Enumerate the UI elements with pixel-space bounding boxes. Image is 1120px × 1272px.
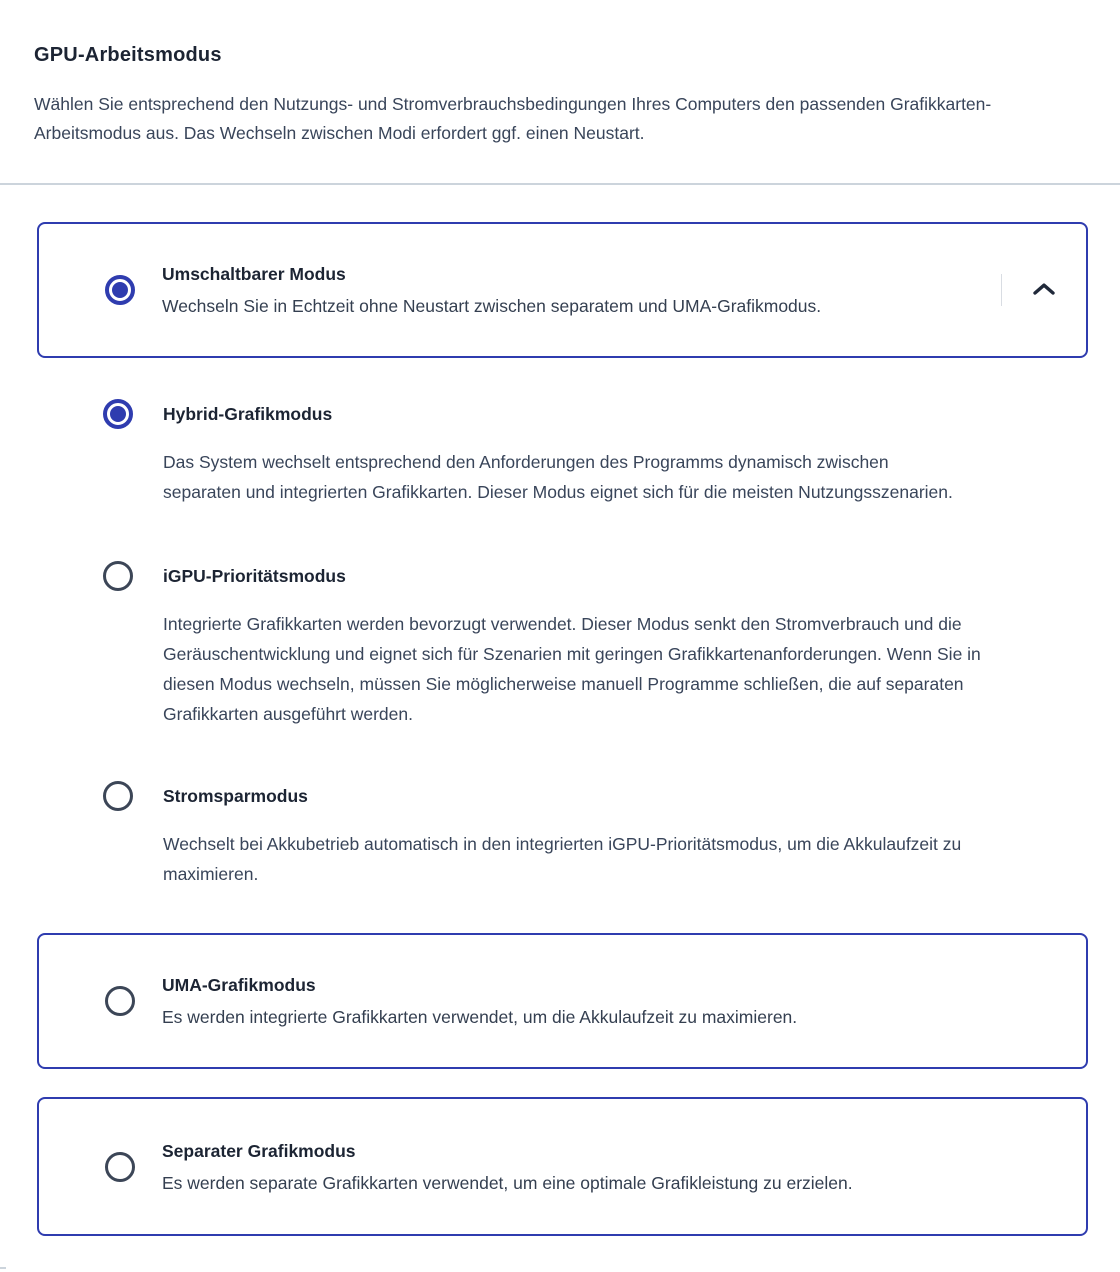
radio-uma-mode[interactable] (105, 986, 135, 1016)
option-power-saving[interactable] (103, 781, 1013, 889)
card-desc-separate: Es werden separate Grafikkarten verwendet, um eine optimale Grafikleistung zu erzielen. (162, 1172, 853, 1193)
option-label-hybrid: Hybrid-Grafikmodus (163, 404, 333, 424)
option-hybrid-graphics[interactable] (103, 399, 968, 507)
bottom-partial-divider (0, 1267, 6, 1269)
option-desc-power-saving: Wechselt bei Akkubetrieb automatisch in den integrierten iGPU-Prioritätsmodus, um die Akkulaufzeit zu maximieren. (163, 834, 962, 884)
card-desc-switchable: Wechseln Sie in Echtzeit ohne Neustart zwischen separatem und UMA-Grafikmodus. (162, 296, 822, 316)
option-igpu-priority[interactable] (103, 561, 1025, 729)
card-title-switchable: Umschaltbarer Modus (162, 264, 346, 284)
mode-card-uma[interactable] (37, 933, 1088, 1069)
radio-separate-mode[interactable] (105, 1152, 135, 1182)
page-description: Wählen Sie entsprechend den Nutzungs- und Stromverbrauchsbedingungen Ihres Computers den passenden Grafikkarten-Arbeitsmodus aus. Das Wechseln zwischen Modi erfordert ggf. einen Neustart. (34, 94, 992, 143)
card-text-switchable (162, 259, 821, 321)
mode-card-separate[interactable] (37, 1097, 1088, 1236)
mode-card-switchable[interactable] (37, 222, 1088, 358)
card-text-separate (162, 1136, 853, 1198)
card-title-separate: Separater Grafikmodus (162, 1140, 356, 1161)
section-divider (0, 183, 1120, 185)
card-text-uma (162, 970, 797, 1032)
option-desc-igpu: Integrierte Grafikkarten werden bevorzugt verwendet. Dieser Modus senkt den Stromverbrauch und die Geräuschentwicklung und eignet sich für Szenarien mit geringen Grafikkartenanforderungen. Wenn Sie in diesen Modus wechseln, müssen Sie möglicherweise manuell Programme schließen, die auf separaten Grafikkarten ausgeführt werden. (163, 614, 981, 724)
option-desc-hybrid: Das System wechselt entsprechend den Anforderungen des Programms dynamisch zwischen separaten und integrierten Grafikkarten. Dieser Modus eignet sich für die meisten Nutzungsszenarien. (163, 452, 953, 502)
page-title: GPU-Arbeitsmodus (34, 44, 222, 66)
radio-igpu-priority[interactable] (103, 561, 133, 591)
card-right-controls (1001, 224, 1086, 356)
card-title-uma: UMA-Grafikmodus (162, 975, 316, 995)
collapse-button[interactable] (1002, 224, 1086, 356)
radio-hybrid-graphics[interactable] (103, 399, 133, 429)
radio-power-saving[interactable] (103, 781, 133, 811)
radio-switchable-mode[interactable] (105, 275, 135, 305)
card-desc-uma: Es werden integrierte Grafikkarten verwendet, um die Akkulaufzeit zu maximieren. (162, 1007, 798, 1027)
option-label-igpu: iGPU-Prioritätsmodus (163, 566, 346, 586)
option-label-power-saving: Stromsparmodus (163, 786, 308, 806)
chevron-up-icon (1032, 282, 1056, 299)
